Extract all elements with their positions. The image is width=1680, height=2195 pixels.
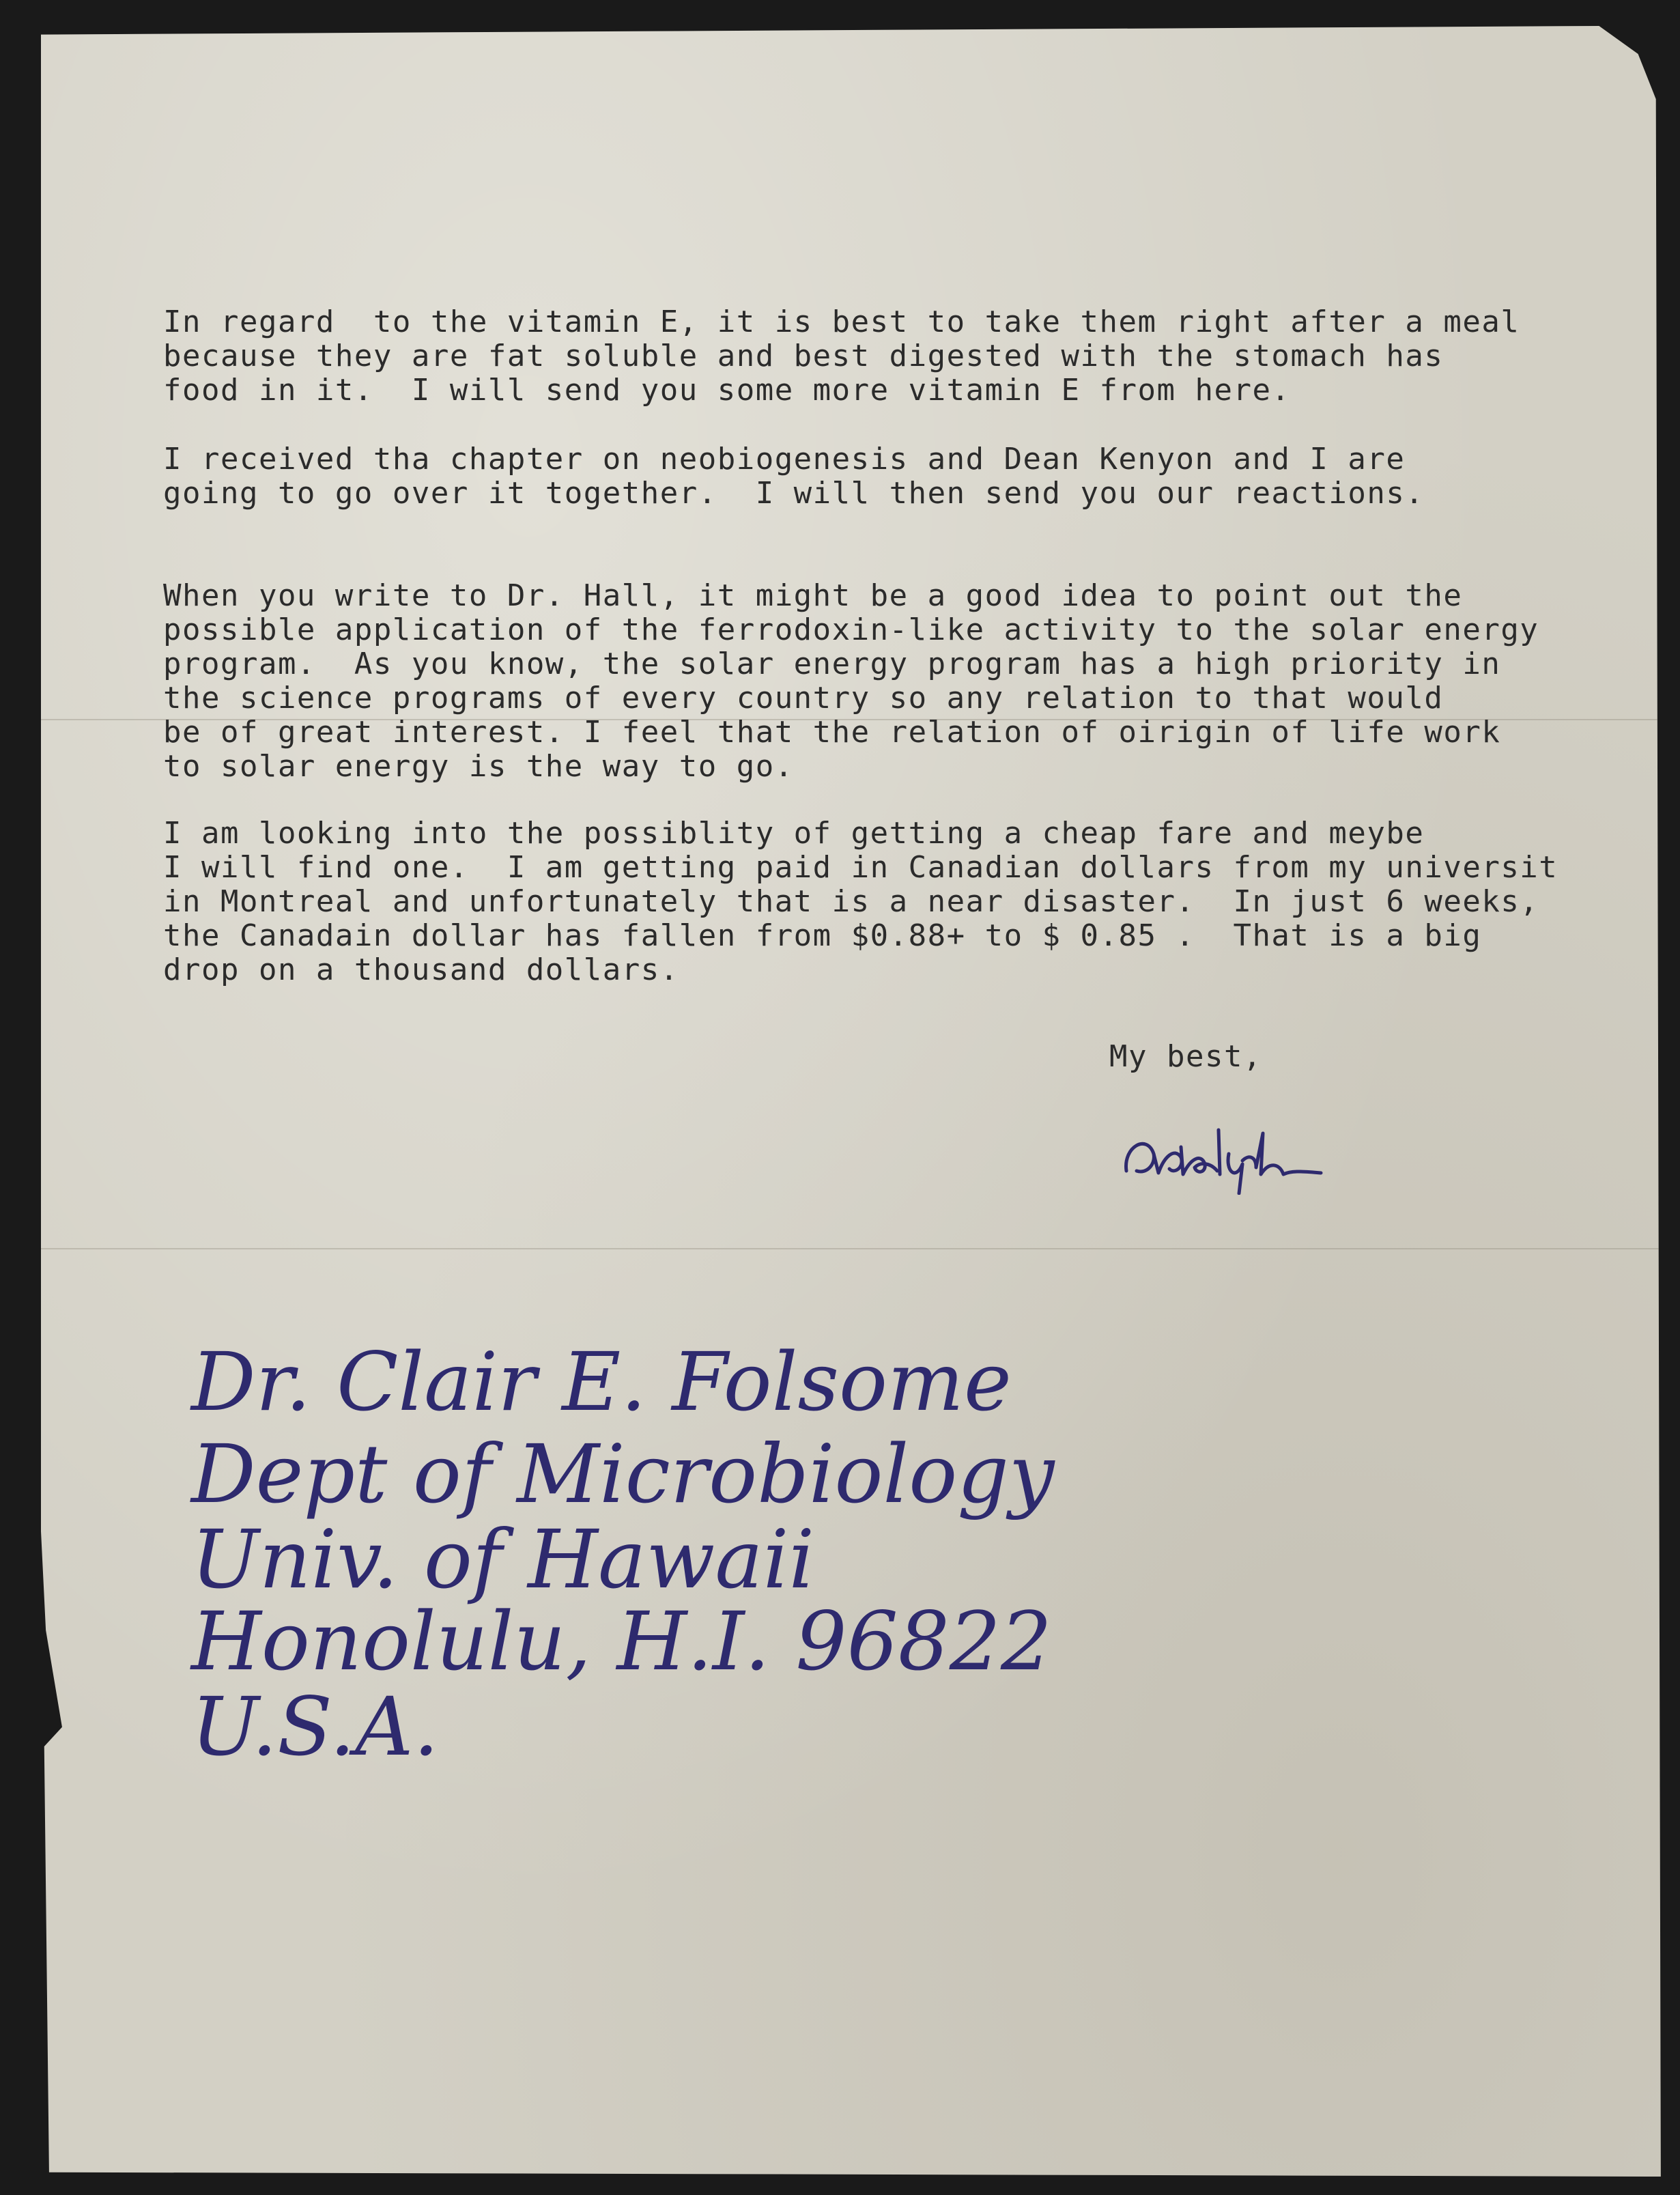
paragraph-vitamin-e: In regard to the vitamin E, it is best to take them right after a meal because they are fat soluble and best digested with the stomach has food in it. I will send you some more vitamin E from here.	[163, 305, 1520, 408]
closing-text: My best,	[1109, 1039, 1262, 1074]
address-line-name: Dr. Clair E. Folsome	[191, 1335, 1012, 1429]
address-line-university: Univ. of Hawaii	[191, 1512, 815, 1606]
address-line-city: Honolulu, H.I. 96822	[191, 1594, 1052, 1688]
signature-scribble	[1116, 1106, 1369, 1195]
address-line-country: U.S.A.	[191, 1680, 439, 1774]
signature	[1116, 1106, 1369, 1195]
paragraph-canadian-dollar: I am looking into the possiblity of getting a cheap fare and meybe I will find one. I am getting paid in Canadian dollars from my universit in Montreal and unfortunately that is a near disaster. In just 6 weeks, the Canadain dollar has fallen from $0.88+ to $ 0.85 . That is a big drop on a thousand dollars.	[163, 816, 1558, 987]
paper-fold-line	[41, 1248, 1666, 1249]
address-line-department: Dept of Microbiology	[191, 1427, 1055, 1521]
paragraph-dr-hall: When you write to Dr. Hall, it might be a good idea to point out the possible application of the ferrodoxin-like activity to the solar energy program. As you know, the solar energy program has a high priority in the science programs of every country so any relation to that would be of great interest. I feel that the relation of oirigin of life work to solar energy is the way to go.	[163, 578, 1539, 784]
paragraph-neobiogenesis: I received tha chapter on neobiogenesis and Dean Kenyon and I are going to go over it together. I will then send you our reactions.	[163, 442, 1425, 511]
